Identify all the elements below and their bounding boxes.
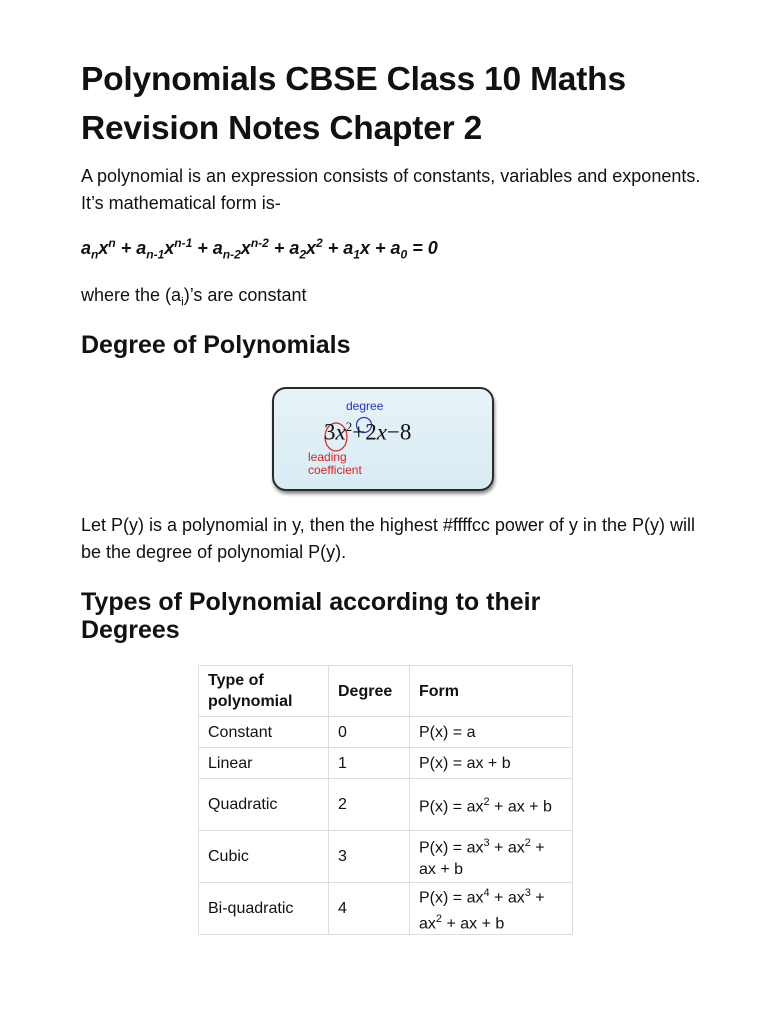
cell-form: P(x) = ax + b	[410, 748, 573, 779]
intro-paragraph: A polynomial is an expression consists of constants, variables and exponents. It’s mathematical form is-	[81, 166, 701, 213]
degree-label: degree	[346, 399, 384, 413]
table-row	[199, 779, 573, 831]
table-row	[199, 748, 573, 779]
cell-form: $P(x) = ax^4 + ax^3 + ax^2$ + ax + b	[410, 883, 573, 935]
types-heading: Types of Polynomial according to their Degrees	[81, 588, 541, 644]
table-row	[199, 883, 573, 935]
polynomial-types-table	[198, 665, 573, 935]
cell-type: Quadratic	[199, 779, 329, 831]
cell-type: Constant	[199, 717, 329, 748]
table-header-row	[199, 666, 573, 717]
cell-type: Linear	[199, 748, 329, 779]
degree-diagram	[272, 387, 494, 491]
degree-heading: Degree of Polynomials	[81, 331, 351, 359]
header-degree: Degree	[329, 666, 410, 717]
cell-degree: 1	[329, 748, 410, 779]
cell-degree: 4	[329, 883, 410, 935]
cell-form: P(x) = a	[410, 717, 573, 748]
cell-form: $P(x) = ax^2$ + ax + b	[410, 779, 573, 831]
constant-note: where the $(a_i)’s$ are constant	[81, 285, 307, 309]
cell-type: Bi-quadratic	[199, 883, 329, 935]
cell-type: Cubic	[199, 831, 329, 883]
header-type: Type of polynomial	[199, 666, 329, 717]
page-title: Polynomials CBSE Class 10 Maths Revision Notes Chapter 2	[81, 61, 626, 147]
cell-form: $P(x) = ax^3 + ax^2$ + ax + b	[410, 831, 573, 883]
leading-coefficient-label: leading coefficient	[308, 450, 362, 477]
table-row	[199, 717, 573, 748]
degree-paragraph: Let P(y) is a polynomial in y, then the highest #ffffcc power of y in the P(y) will be the degree of polynomial P(y).	[81, 515, 695, 562]
header-form: Form	[410, 666, 573, 717]
diagram-expression: $3x^2+2x-8$	[324, 419, 412, 445]
polynomial-formula: $a_nx^n + a_{n-1}x^{n-1} + a_{n-2}x^{n-2} + a_2x^2 + a_1x + a_0 = 0$	[81, 236, 438, 262]
cell-degree: 0	[329, 717, 410, 748]
table-row	[199, 831, 573, 883]
cell-degree: 3	[329, 831, 410, 883]
cell-degree: 2	[329, 779, 410, 831]
